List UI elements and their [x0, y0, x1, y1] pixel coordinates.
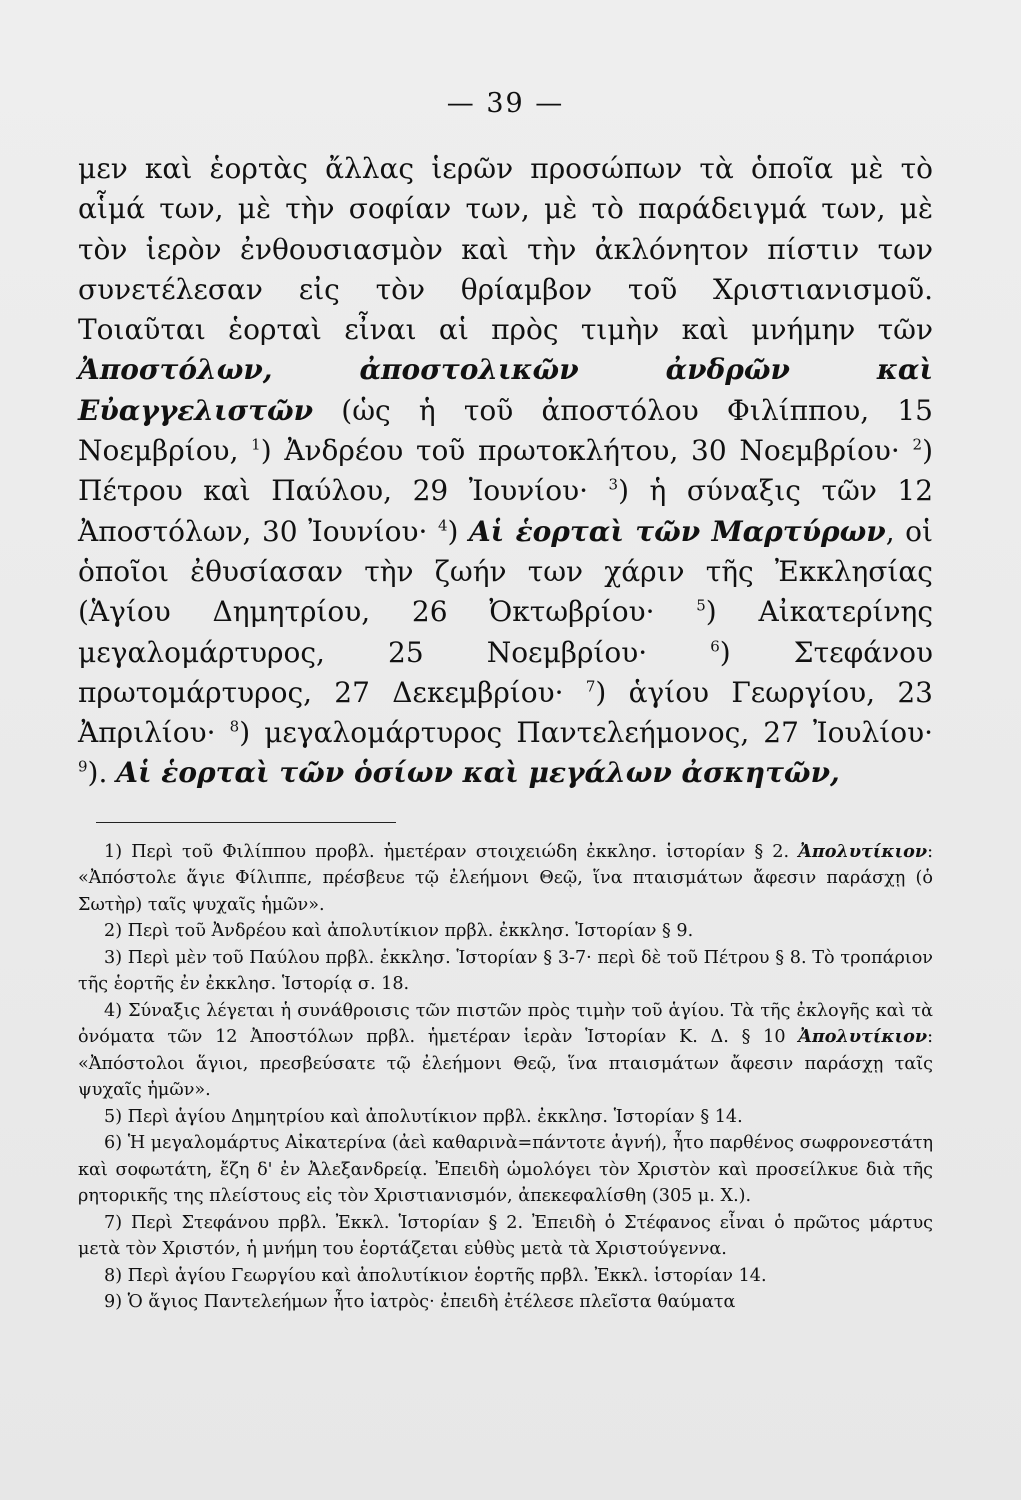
footnote-divider	[96, 822, 396, 823]
body-segment: ) ἁγίου Γεωργίου, 23 Ἀπριλίου·	[78, 675, 933, 750]
footnote-segment: 8) Περὶ ἁγίου Γεωργίου καὶ ἀπολυτίκιον ἑορτῆς πρβλ. Ἐκκλ. ἱστορίαν 14.	[104, 1265, 767, 1286]
footnote-segment: 9) Ὁ ἅγιος Παντελεήμων ἦτο ἰατρὸς· ἐπειδὴ ἐτέλεσε πλεῖστα θαύματα	[104, 1292, 736, 1313]
footnotes	[78, 839, 933, 1316]
body-segment-italic: Αἱ ἑορταὶ τῶν Μαρτύρων	[468, 514, 886, 548]
footnote-ref: 1	[251, 435, 261, 454]
footnote-segment-italic: Ἀπολυτίκιον	[798, 840, 928, 862]
footnote-3	[78, 945, 933, 998]
footnote-segment: 4) Σύναξις λέγεται ἡ συνάθροισις τῶν πιστῶν πρὸς τιμὴν τοῦ ἁγίου. Τὰ τῆς ἐκλογῆς καὶ τὰ ὀνόματα τῶν 12 Ἀποστόλων πρβλ. ἡμετέραν ἱερὰν Ἱστορίαν Κ. Δ. § 10	[78, 1000, 933, 1048]
body-segment: ) Στεφάνου πρωτομάρτυρος, 27 Δεκεμβρίου·	[78, 635, 933, 709]
body-segment: )	[447, 514, 469, 548]
footnote-segment: 5) Περὶ ἁγίου Δημητρίου καὶ ἀπολυτίκιον πρβλ. ἐκκλησ. Ἱστορίαν § 14.	[104, 1106, 743, 1127]
page-number: — 39 —	[446, 88, 565, 119]
body-segment: ) Αἰκατερίνης μεγαλομάρτυρος, 25 Νοεμβρίου·	[78, 595, 933, 669]
footnote-6	[78, 1130, 933, 1210]
footnote-segment: 7) Περὶ Στεφάνου πρβλ. Ἐκκλ. Ἱστορίαν § 2. Ἐπειδὴ ὁ Στέφανος εἶναι ὁ πρῶτος μάρτυς μετὰ τὸν Χριστόν, ἡ μνήμη του ἑορτάζεται εὐθὺς μετὰ τὰ Χριστούγεννα.	[78, 1212, 933, 1260]
footnote-ref: 2	[912, 435, 923, 454]
footnote-segment: 3) Περὶ μὲν τοῦ Παύλου πρβλ. ἐκκλησ. Ἱστορίαν § 3-7· περὶ δὲ τοῦ Πέτρου § 8. Τὸ τροπάριον τῆς ἑορτῆς ἐν ἐκκλησ. Ἱστορίᾳ σ. 18.	[78, 947, 933, 995]
footnote-segment: 2) Περὶ τοῦ Ἀνδρέου καὶ ἀπολυτίκιον πρβλ. ἐκκλησ. Ἱστορίαν § 9.	[104, 921, 694, 942]
body-segment: μεν καὶ ἑορτὰς ἄλλας ἱερῶν προσώπων τὰ ὁποῖα μὲ τὸ αἷμά των, μὲ τὴν σοφίαν των, μὲ τὸ παράδειγμά των, μὲ τὸν ἱερὸν ἐνθουσιασμὸν καὶ τὴν ἀκλόνητον πίστιν των συνετέλεσαν εἰς τὸν θρίαμβον τοῦ Χριστιανισμοῦ. Τοιαῦται ἑορταὶ εἶναι αἱ πρὸς τιμὴν καὶ μνήμην τῶν	[78, 152, 933, 347]
body-segment: ) μεγαλομάρτυρος Παντελεήμονος, 27 Ἰουλίου·	[239, 716, 933, 750]
body-segment: , οἱ ὁποῖοι ἐθυσίασαν τὴν ζωήν των χάριν τῆς Ἐκκλησίας (Ἁγίου Δημητρίου, 26 Ὀκτωβρίου·	[78, 514, 933, 629]
footnote-9	[78, 1289, 933, 1316]
footnote-segment: 1) Περὶ τοῦ Φιλίππου προβλ. ἡμετέραν στοιχειώδη ἐκκλησ. ἱστορίαν § 2.	[104, 841, 799, 862]
footnote-ref: 4	[437, 516, 448, 535]
footnote-2	[78, 918, 933, 945]
body-segment: (ὡς ἡ τοῦ ἀποστόλου Φιλίππου, 15 Νοεμβρίου,	[78, 393, 933, 468]
body-segment: ) Πέτρου καὶ Παύλου, 29 Ἰουνίου·	[78, 434, 933, 508]
footnote-ref: 9	[78, 758, 88, 777]
footnote-1	[78, 839, 933, 919]
footnote-ref: 6	[710, 637, 720, 656]
footnote-ref: 8	[229, 717, 240, 736]
footnote-5	[78, 1104, 933, 1131]
body-segment-italic: Ἀποστόλων, ἀποστολικῶν ἀνδρῶν καὶ Εὐαγγελιστῶν	[78, 353, 933, 427]
footnote-segment-italic: Ἀπολυτίκιον	[798, 1026, 928, 1048]
footnote-ref: 3	[608, 476, 619, 495]
body-segment-italic: Αἱ ἑορταὶ τῶν ὁσίων καὶ μεγάλων ἀσκητῶν,	[116, 756, 840, 790]
body-segment: ).	[87, 756, 117, 790]
footnote-7	[78, 1210, 933, 1263]
footnote-segment: : «Ἀπόστολοι ἅγιοι, πρεσβεύσατε τῷ ἐλεήμονι Θεῷ, ἵνα πταισμάτων ἄφεσιν παράσχῃ ταῖς ψυχαῖς ἡμῶν».	[78, 1027, 933, 1101]
body-segment: ) ἡ σύναξις τῶν 12 Ἀποστόλων, 30 Ἰουνίου·	[78, 474, 934, 548]
footnote-ref: 7	[585, 677, 596, 696]
body-segment: ) Ἀνδρέου τοῦ πρωτοκλήτου, 30 Νοεμβρίου·	[260, 434, 913, 468]
footnote-4	[78, 998, 933, 1104]
footnote-segment: 6) Ἡ μεγαλομάρτυς Αἰκατερίνα (ἀεὶ καθαρινὰ=πάντοτε ἁγνή), ἦτο παρθένος σωφρονεστάτη καὶ σοφωτάτη, ἔζη δ' ἐν Ἀλεξανδρείᾳ. Ἐπειδὴ ὡμολόγει τὸν Χριστὸν καὶ προσείλκυε διὰ τῆς ρητορικῆς της πλείστους εἰς τὸν Χριστιανισμόν, ἀπεκεφαλίσθη (305 μ. Χ.).	[78, 1133, 933, 1207]
footnote-8	[78, 1263, 933, 1290]
main-text	[78, 149, 933, 794]
footnote-ref: 5	[696, 596, 706, 615]
footnote-segment: : «Ἀπόστολε ἅγιε Φίλιππε, πρέσβευε τῷ ἐλεήμονι Θεῷ, ἵνα πταισμάτων ἄφεσιν παράσχῃ (ὁ Σωτὴρ) ταῖς ψυχαῖς ἡμῶν».	[78, 841, 933, 915]
